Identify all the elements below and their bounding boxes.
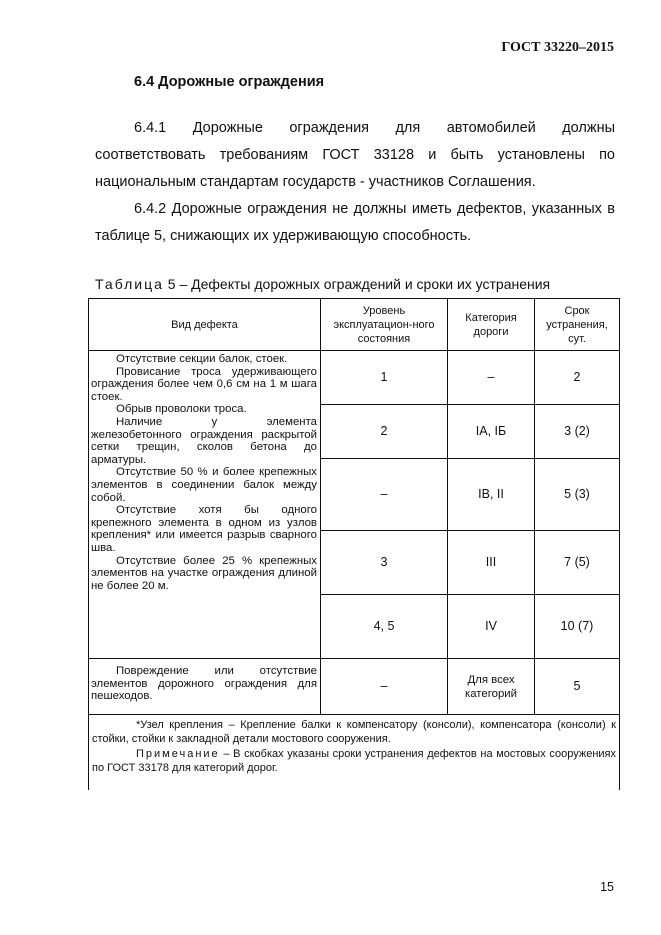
cell-term: 3 (2) <box>564 424 590 438</box>
header-road-category: Категория дороги <box>465 311 517 338</box>
cell-term: 7 (5) <box>564 555 590 569</box>
table-border-left <box>88 298 89 790</box>
paragraph-6-4-1: 6.4.1 Дорожные ограждения для автомобилей должны соответствовать требованиям ГОСТ 33128 и быть установлены по национальным стандартам государств - участников Соглашения. <box>95 120 615 190</box>
page-number: 15 <box>600 880 614 894</box>
defect-item: Отсутствие хотя бы одного крепежного элемента в одном из узлов крепления* или имеется разрыв сварного шва. <box>91 504 317 554</box>
defect-item: Наличие у элемента железобетонного ограждения раскрытой сетки трещин, сколов бетона до арматуры. <box>91 415 317 466</box>
table-note-text: – В скобках указаны сроки устранения дефектов на мостовых сооружениях по ГОСТ 33178 для категорий дорог. <box>92 748 616 774</box>
defect-item: Провисание троса удерживающего ограждения более чем 0,6 см на 1 м шага стоек. <box>91 365 317 403</box>
paragraph-6-4-2: 6.4.2 Дорожные ограждения не должны иметь дефектов, указанных в таблице 5, снижающих их удерживающую способность. <box>95 201 615 244</box>
table-border-right <box>619 298 620 790</box>
cell-category: III <box>485 555 497 569</box>
cell-term: 5 (3) <box>564 487 590 501</box>
header-elimination-term: Срок устранения, сут. <box>546 304 608 345</box>
cell-level: 1 <box>380 370 388 384</box>
table-caption-text: 5 – Дефекты дорожных ограждений и сроки их устранения <box>163 276 551 292</box>
cell-level: – <box>380 487 388 501</box>
defect-item: Обрыв проволоки троса. <box>116 403 247 416</box>
table-caption <box>95 276 550 292</box>
cell-category: Для всех категорий <box>464 673 518 700</box>
cell-category: IV <box>485 619 497 633</box>
cell-level: 3 <box>380 555 388 569</box>
table-body-bottom <box>88 714 620 715</box>
document-code: ГОСТ 33220–2015 <box>501 40 614 55</box>
cell-category: IВ, II <box>478 487 504 501</box>
cell-term: 5 <box>573 679 581 693</box>
cell-category: IА, IБ <box>475 424 507 438</box>
table-footnote: *Узел крепления – Крепление балки к компенсатору (консоли), компенсатора (консоли) к стойки, стойки к закладной детали мостового сооружения. <box>92 719 616 745</box>
cell-term: 10 (7) <box>560 619 594 633</box>
defect-item: Отсутствие секции балок, стоек. <box>116 353 288 365</box>
table-note-label: Примечание <box>136 748 220 760</box>
cell-term: 2 <box>573 370 581 384</box>
cell-level: 4, 5 <box>373 619 395 633</box>
cell-level: 2 <box>380 424 388 438</box>
defect-list-pedestrian <box>91 665 317 703</box>
defect-item: Отсутствие 50 % и более крепежных элементов в соединении балок между собой. <box>91 466 317 504</box>
header-service-level: Уровень эксплуатацион-ного состояния <box>333 304 435 345</box>
defects-table <box>88 298 620 790</box>
cell-category: – <box>487 370 495 384</box>
header-defect-type: Вид дефекта <box>171 318 238 331</box>
defect-list <box>91 353 317 592</box>
cell-level: – <box>380 679 388 693</box>
section-title: 6.4 Дорожные ограждения <box>134 74 325 90</box>
defect-item: Отсутствие более 25 % крепежных элементов на участке ограждения длиной не более 20 м. <box>91 554 317 592</box>
table-note <box>92 748 616 775</box>
table-caption-label: Таблица <box>95 276 164 292</box>
defect-item: Повреждение или отсутствие элементов дорожного ограждения для пешеходов. <box>91 665 317 703</box>
